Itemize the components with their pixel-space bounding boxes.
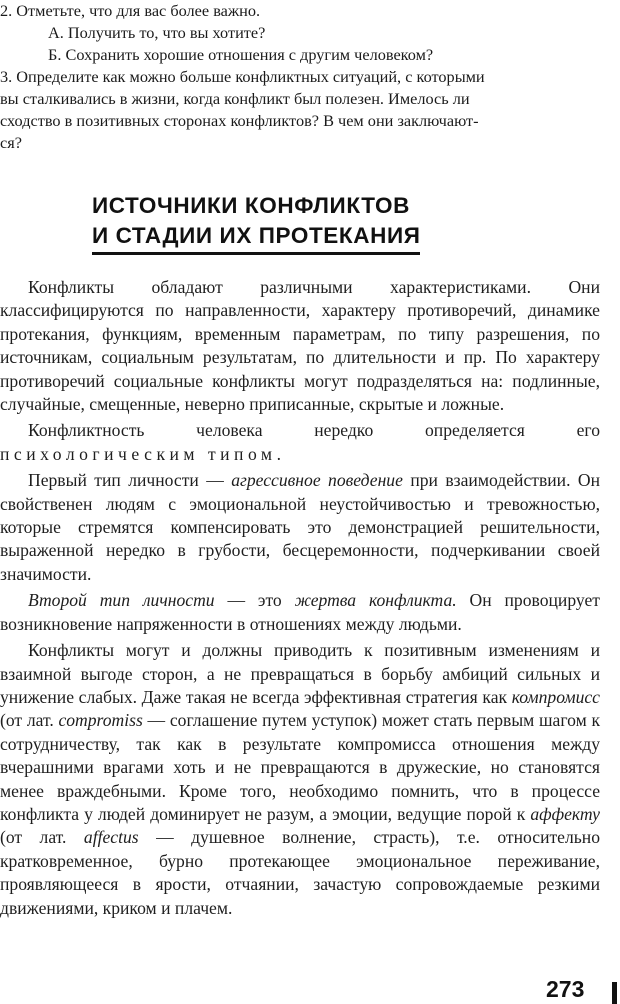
p3-emphasis: агрессивное поведение — [231, 470, 403, 491]
p4-mid: — это — [214, 590, 295, 611]
question-3-line: 3. Определите как можно больше конфликтных ситуаций, с которыми — [0, 67, 485, 86]
p2-spaced-term: психологическим типом — [0, 443, 277, 464]
review-questions — [0, 0, 606, 154]
p5-part-a: Конфликты могут и должны приводить к позитивным изменениям и взаимной выгоде сторон, а не превращаться в борьбу амбиций сильных и унижение слабых. Даже такая не всегда эффективная стратегия как — [0, 640, 600, 707]
body-text — [0, 276, 600, 920]
p5-emphasis-1: компромисс — [511, 686, 600, 707]
page-number: 273 — [546, 976, 585, 1002]
p5-part-c: — соглашение путем уступок) может стать первым шагом к сотрудничеству, так как в результате компромисса отношения между вчерашними врагами хоть и не превращаются в дружеские, но становятся менее враждебными. Кроме того, необходимо помнить, что в процессе конфликта у людей доминирует не разум, а эмоции, ведущие порой к — [0, 710, 600, 824]
p5-part-b: (от лат. — [0, 710, 59, 731]
question-2: 2. Отметьте, что для вас более важно. — [0, 1, 261, 20]
p4-end: Он провоцирует возникновение напряженности в отношениях между людьми. — [0, 590, 600, 634]
p4-emphasis-1: Второй тип личности — [28, 590, 215, 611]
section-title-line-2: И СТАДИИ ИХ ПРОТЕКАНИЯ — [92, 223, 421, 248]
p5-emphasis-2: compromiss — [58, 710, 143, 731]
p5-part-e: — душевное волнение, страсть), т.е. относительно кратковременное, бурно протекающее эмоциональное переживание, проявляющееся в ярости, отчаянии, зачастую сопровождаемые резкими движениями, криком и плачем. — [0, 827, 600, 918]
p3-end: при взаимодействии. Он свойственен людям с эмоциональной неустойчивостью и тревожностью, которые стремятся компенсировать это демонстрацией решительности, выраженной нередко в грубости, бесцеремонности, подчеркивании своей значимости. — [0, 470, 601, 584]
heading-underline — [92, 252, 420, 255]
section-heading — [92, 191, 422, 251]
paragraph-conflict-characteristics: Конфликты обладают различными характеристиками. Они классифицируются по направленности, характеру противоречий, динамике протекания, функциям, временным параметрам, по типу разрешения, по источникам, социальным результатам, по длительности и пр. По характеру противоречий социальные конфликты могут подразделяться на: подлинные, случайные, смещенные, неверно приписанные, скрытые и ложные. — [0, 277, 600, 415]
p2-start: Конфликтность человека нередко определяется его — [28, 420, 600, 441]
p2-end: . — [276, 443, 281, 464]
question-2-option-b: Б. Сохранить хорошие отношения с другим человеком? — [48, 45, 434, 64]
p5-emphasis-3: аффекту — [530, 803, 600, 824]
question-3-line: ся? — [0, 133, 22, 152]
paragraph-first-type — [0, 469, 600, 586]
paragraph-psychological-type — [0, 419, 600, 466]
paragraph-positive-change — [0, 639, 600, 920]
section-title-line-1: ИСТОЧНИКИ КОНФЛИКТОВ — [92, 193, 410, 218]
p5-part-d: (от лат. — [0, 827, 84, 848]
question-3-line: сходство в позитивных сторонах конфликтов? В чем они заключают- — [0, 111, 479, 130]
p3-start: Первый тип личности — — [28, 470, 232, 491]
page-edge-mark — [612, 982, 617, 1004]
question-3-line: вы сталкивались в жизни, когда конфликт был полезен. Имелось ли — [0, 89, 470, 108]
p4-emphasis-2: жертва конфликта. — [294, 590, 457, 611]
p5-emphasis-4: affectus — [83, 827, 139, 848]
paragraph-second-type — [0, 589, 600, 636]
question-2-option-a: А. Получить то, что вы хотите? — [48, 23, 266, 42]
